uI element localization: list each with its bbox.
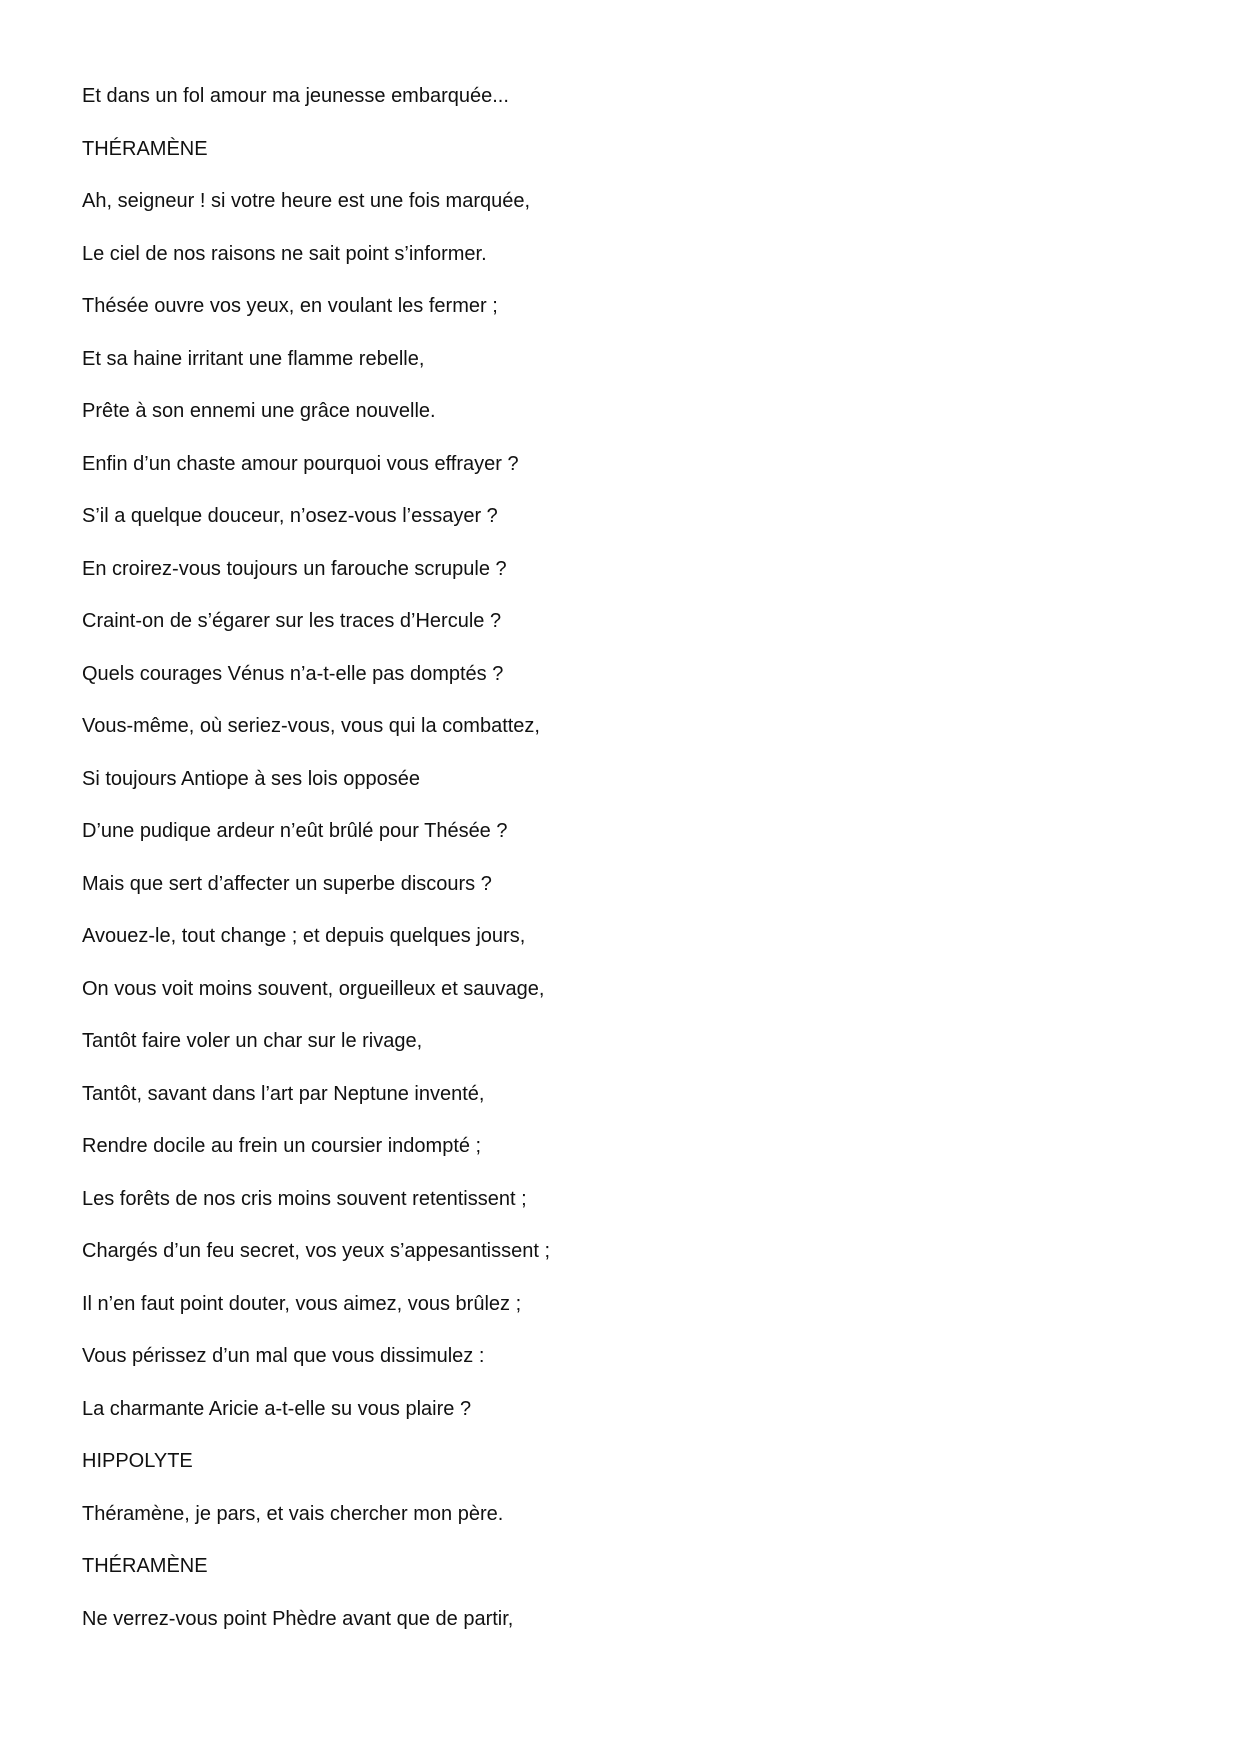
verse-line: Prête à son ennemi une grâce nouvelle. [82,400,436,422]
verse-line: Ah, seigneur ! si votre heure est une fois marquée, [82,190,531,212]
verse-line: S’il a quelque douceur, n’osez-vous l’essayer ? [82,505,498,527]
verse-line: Le ciel de nos raisons ne sait point s’informer. [82,242,487,265]
verse-line: Rendre docile au frein un coursier indompté ; [82,1135,482,1157]
verse-line: Vous périssez d’un mal que vous dissimulez : [82,1345,485,1367]
verse-line: Mais que sert d’affecter un superbe discours ? [82,872,492,895]
verse-line: Avouez-le, tout change ; et depuis quelques jours, [82,925,526,947]
verse-line: En croirez-vous toujours un farouche scrupule ? [82,557,507,580]
speaker-name: HIPPOLYTE [82,1450,193,1472]
verse-line: La charmante Aricie a-t-elle su vous plaire ? [82,1397,472,1420]
verse-line: Thésée ouvre vos yeux, en voulant les fermer ; [82,295,498,317]
verse-line: Ne verrez-vous point Phèdre avant que de partir, [82,1607,514,1630]
verse-line: Craint-on de s’égarer sur les traces d’Hercule ? [82,610,502,632]
verse-line: Tantôt, savant dans l’art par Neptune inventé, [82,1082,485,1105]
verse-line: Enfin d’un chaste amour pourquoi vous effrayer ? [82,452,519,475]
verse-text [82,78,550,1653]
verse-line: D’une pudique ardeur n’eût brûlé pour Thésée ? [82,820,508,842]
verse-line: Il n’en faut point douter, vous aimez, vous brûlez ; [82,1292,522,1315]
verse-line: Si toujours Antiope à ses lois opposée [82,767,420,790]
verse-line: Et dans un fol amour ma jeunesse embarquée... [82,85,509,107]
speaker-name: THÉRAMÈNE [82,1555,208,1577]
verse-line: Quels courages Vénus n’a-t-elle pas domptés ? [82,662,504,685]
speaker-name: THÉRAMÈNE [82,137,208,160]
verse-line: On vous voit moins souvent, orgueilleux et sauvage, [82,977,545,1000]
verse-line: Tantôt faire voler un char sur le rivage, [82,1030,423,1052]
verse-line: Chargés d’un feu secret, vos yeux s’appesantissent ; [82,1240,551,1262]
verse-line: Vous-même, où seriez-vous, vous qui la combattez, [82,715,540,737]
verse-line: Théramène, je pars, et vais chercher mon père. [82,1502,504,1525]
verse-line: Et sa haine irritant une flamme rebelle, [82,347,425,370]
verse-line: Les forêts de nos cris moins souvent retentissent ; [82,1187,527,1210]
